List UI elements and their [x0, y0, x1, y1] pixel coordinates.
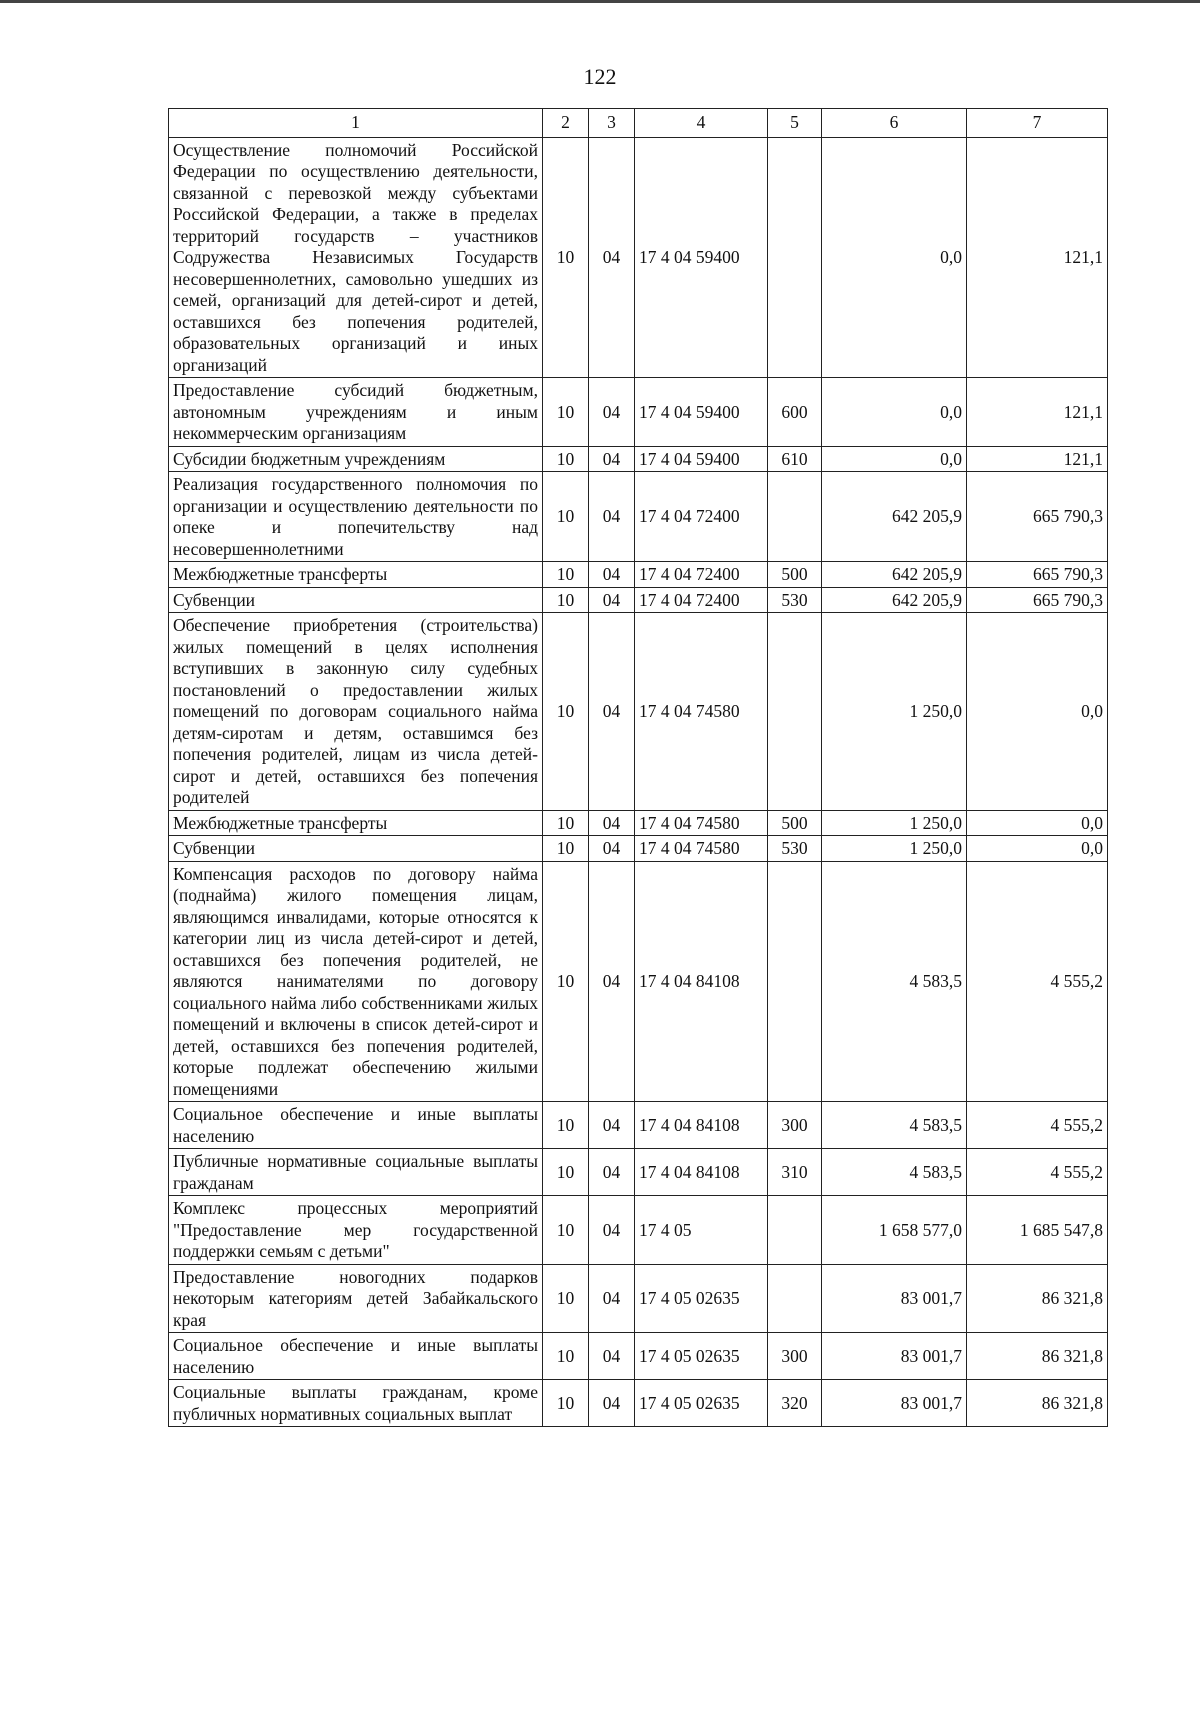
header-row: [169, 109, 1108, 138]
cell-amount-col-6: 642 205,9: [822, 587, 967, 613]
cell-subsection: 04: [589, 1333, 635, 1380]
table-row: [169, 613, 1108, 811]
cell-amount-col-6: 0,0: [822, 137, 967, 378]
cell-amount-col-7: 4 555,2: [967, 1149, 1108, 1196]
cell-expense-type: [768, 1264, 822, 1333]
cell-name: Реализация государственного полномочия по организации и осуществлению деятельности по опеке и попечительству над несовершеннолетними: [169, 472, 543, 562]
table-row: [169, 836, 1108, 862]
cell-amount-col-6: 0,0: [822, 378, 967, 447]
header-col-4: 4: [635, 109, 768, 138]
cell-expense-type: [768, 472, 822, 562]
cell-section: 10: [543, 836, 589, 862]
cell-name: Межбюджетные трансферты: [169, 810, 543, 836]
cell-target-article: 17 4 05 02635: [635, 1333, 768, 1380]
cell-expense-type: 500: [768, 562, 822, 588]
cell-section: 10: [543, 472, 589, 562]
budget-table: [168, 108, 1108, 1427]
cell-amount-col-7: 121,1: [967, 137, 1108, 378]
cell-amount-col-7: 665 790,3: [967, 562, 1108, 588]
cell-subsection: 04: [589, 1380, 635, 1427]
cell-target-article: 17 4 04 84108: [635, 1102, 768, 1149]
cell-subsection: 04: [589, 1264, 635, 1333]
cell-expense-type: 310: [768, 1149, 822, 1196]
cell-subsection: 04: [589, 1149, 635, 1196]
cell-amount-col-7: 121,1: [967, 378, 1108, 447]
cell-name: Осуществление полномочий Российской Федерации по осуществлению деятельности, связанной с перевозкой между субъектами Российской Федерации, а также в пределах территорий государств – участников Содружества Независимых Государств несовершеннолетних, самовольно ушедших из семей, организаций для детей-сирот и детей, оставшихся без попечения родителей, образовательных организаций и иных организаций: [169, 137, 543, 378]
cell-amount-col-6: 642 205,9: [822, 562, 967, 588]
cell-target-article: 17 4 04 72400: [635, 472, 768, 562]
cell-section: 10: [543, 810, 589, 836]
table-row: [169, 861, 1108, 1102]
cell-target-article: 17 4 04 59400: [635, 378, 768, 447]
table-row: [169, 1196, 1108, 1265]
cell-target-article: 17 4 04 72400: [635, 587, 768, 613]
cell-target-article: 17 4 05 02635: [635, 1380, 768, 1427]
cell-amount-col-6: 642 205,9: [822, 472, 967, 562]
cell-amount-col-7: 86 321,8: [967, 1264, 1108, 1333]
cell-name: Социальное обеспечение и иные выплаты населению: [169, 1102, 543, 1149]
table-row: [169, 562, 1108, 588]
cell-amount-col-6: 4 583,5: [822, 1102, 967, 1149]
cell-target-article: 17 4 04 59400: [635, 137, 768, 378]
cell-amount-col-6: 1 250,0: [822, 836, 967, 862]
cell-target-article: 17 4 04 74580: [635, 613, 768, 811]
cell-expense-type: 320: [768, 1380, 822, 1427]
cell-section: 10: [543, 1333, 589, 1380]
cell-section: 10: [543, 1380, 589, 1427]
cell-subsection: 04: [589, 137, 635, 378]
header-col-1: 1: [169, 109, 543, 138]
cell-amount-col-6: 83 001,7: [822, 1333, 967, 1380]
cell-name: Социальные выплаты гражданам, кроме публичных нормативных социальных выплат: [169, 1380, 543, 1427]
cell-amount-col-7: 0,0: [967, 810, 1108, 836]
cell-expense-type: 500: [768, 810, 822, 836]
cell-amount-col-7: 1 685 547,8: [967, 1196, 1108, 1265]
cell-section: 10: [543, 861, 589, 1102]
cell-section: 10: [543, 1196, 589, 1265]
cell-amount-col-7: 4 555,2: [967, 1102, 1108, 1149]
cell-expense-type: 530: [768, 836, 822, 862]
header-col-6: 6: [822, 109, 967, 138]
table-row: [169, 1380, 1108, 1427]
cell-target-article: 17 4 04 72400: [635, 562, 768, 588]
table-row: [169, 810, 1108, 836]
cell-subsection: 04: [589, 1196, 635, 1265]
cell-expense-type: [768, 1196, 822, 1265]
cell-section: 10: [543, 378, 589, 447]
cell-subsection: 04: [589, 378, 635, 447]
cell-amount-col-7: 86 321,8: [967, 1380, 1108, 1427]
cell-subsection: 04: [589, 613, 635, 811]
cell-expense-type: 610: [768, 446, 822, 472]
cell-section: 10: [543, 1149, 589, 1196]
cell-target-article: 17 4 05 02635: [635, 1264, 768, 1333]
table-row: [169, 446, 1108, 472]
header-col-7: 7: [967, 109, 1108, 138]
table-row: [169, 1102, 1108, 1149]
cell-amount-col-7: 0,0: [967, 613, 1108, 811]
cell-amount-col-6: 1 250,0: [822, 613, 967, 811]
table-row: [169, 472, 1108, 562]
cell-subsection: 04: [589, 810, 635, 836]
cell-expense-type: 530: [768, 587, 822, 613]
cell-amount-col-7: 4 555,2: [967, 861, 1108, 1102]
cell-expense-type: 300: [768, 1333, 822, 1380]
cell-section: 10: [543, 562, 589, 588]
cell-target-article: 17 4 04 74580: [635, 836, 768, 862]
cell-name: Межбюджетные трансферты: [169, 562, 543, 588]
table-body: [169, 137, 1108, 1427]
cell-amount-col-7: 0,0: [967, 836, 1108, 862]
header-col-5: 5: [768, 109, 822, 138]
cell-name: Предоставление субсидий бюджетным, автономным учреждениям и иным некоммерческим организациям: [169, 378, 543, 447]
cell-name: Социальное обеспечение и иные выплаты населению: [169, 1333, 543, 1380]
cell-amount-col-7: 665 790,3: [967, 587, 1108, 613]
cell-target-article: 17 4 04 74580: [635, 810, 768, 836]
cell-name: Обеспечение приобретения (строительства) жилых помещений в целях исполнения вступивших в законную силу судебных постановлений о предоставлении жилых помещений по договорам социального найма детям-сиротам и детям, оставшимся без попечения родителей, лицам из числа детей-сирот и детей, оставшихся без попечения родителей: [169, 613, 543, 811]
cell-subsection: 04: [589, 861, 635, 1102]
cell-subsection: 04: [589, 446, 635, 472]
table-row: [169, 587, 1108, 613]
cell-name: Комплекс процессных мероприятий "Предоставление мер государственной поддержки семьям с детьми": [169, 1196, 543, 1265]
cell-name: Предоставление новогодних подарков некоторым категориям детей Забайкальского края: [169, 1264, 543, 1333]
cell-expense-type: 300: [768, 1102, 822, 1149]
cell-target-article: 17 4 04 59400: [635, 446, 768, 472]
cell-amount-col-6: 0,0: [822, 446, 967, 472]
cell-name: Субвенции: [169, 587, 543, 613]
cell-amount-col-7: 86 321,8: [967, 1333, 1108, 1380]
cell-name: Публичные нормативные социальные выплаты гражданам: [169, 1149, 543, 1196]
cell-target-article: 17 4 04 84108: [635, 861, 768, 1102]
cell-section: 10: [543, 587, 589, 613]
table-row: [169, 1333, 1108, 1380]
cell-expense-type: [768, 137, 822, 378]
cell-target-article: 17 4 05: [635, 1196, 768, 1265]
table-row: [169, 1264, 1108, 1333]
cell-expense-type: 600: [768, 378, 822, 447]
cell-amount-col-6: 83 001,7: [822, 1380, 967, 1427]
header-col-3: 3: [589, 109, 635, 138]
cell-target-article: 17 4 04 84108: [635, 1149, 768, 1196]
cell-expense-type: [768, 613, 822, 811]
cell-amount-col-7: 121,1: [967, 446, 1108, 472]
cell-section: 10: [543, 1102, 589, 1149]
cell-section: 10: [543, 137, 589, 378]
cell-subsection: 04: [589, 587, 635, 613]
cell-subsection: 04: [589, 472, 635, 562]
cell-amount-col-7: 665 790,3: [967, 472, 1108, 562]
cell-expense-type: [768, 861, 822, 1102]
cell-name: Субсидии бюджетным учреждениям: [169, 446, 543, 472]
cell-section: 10: [543, 1264, 589, 1333]
header-col-2: 2: [543, 109, 589, 138]
table-row: [169, 137, 1108, 378]
cell-section: 10: [543, 613, 589, 811]
cell-amount-col-6: 4 583,5: [822, 1149, 967, 1196]
table-row: [169, 378, 1108, 447]
cell-amount-col-6: 83 001,7: [822, 1264, 967, 1333]
cell-name: Компенсация расходов по договору найма (поднайма) жилого помещения лицам, являющимся инвалидами, которые относятся к категории лиц из числа детей-сирот и детей, оставшихся без попечения родителей, не являются нанимателями по договору социального найма либо собственниками жилых помещений и включены в список детей-сирот и детей, оставшихся без попечения родителей, которые подлежат обеспечению жилыми помещениями: [169, 861, 543, 1102]
cell-subsection: 04: [589, 562, 635, 588]
scan-top-edge: [0, 0, 1200, 3]
cell-amount-col-6: 1 250,0: [822, 810, 967, 836]
cell-subsection: 04: [589, 1102, 635, 1149]
cell-name: Субвенции: [169, 836, 543, 862]
cell-amount-col-6: 1 658 577,0: [822, 1196, 967, 1265]
cell-section: 10: [543, 446, 589, 472]
cell-amount-col-6: 4 583,5: [822, 861, 967, 1102]
cell-subsection: 04: [589, 836, 635, 862]
page-number: 122: [583, 64, 617, 89]
table-row: [169, 1149, 1108, 1196]
